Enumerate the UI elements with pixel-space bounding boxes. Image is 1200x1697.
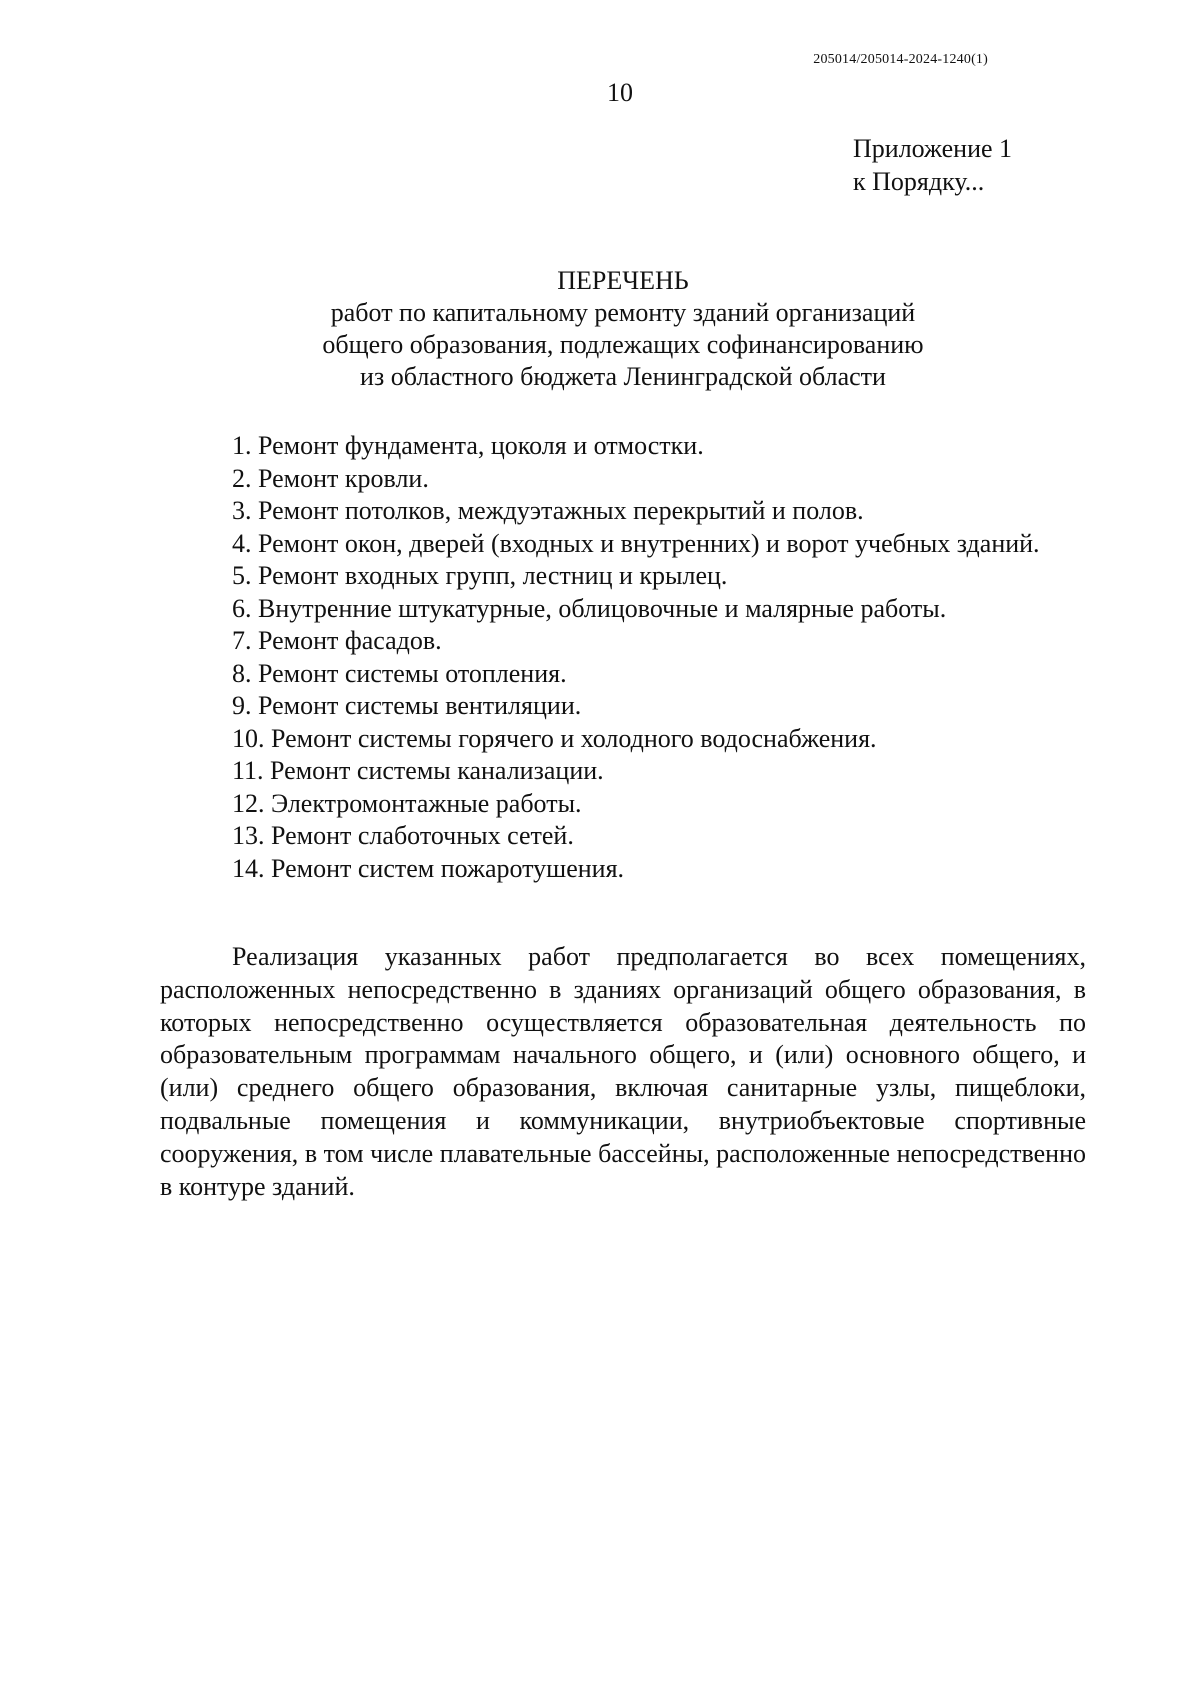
list-item: 2. Ремонт кровли. — [232, 463, 429, 493]
document-title — [160, 265, 1086, 393]
list-item: 11. Ремонт системы канализации. — [232, 756, 604, 785]
list-item: 5. Ремонт входных групп, лестниц и крылец. — [232, 561, 728, 590]
appendix-line-2: к Порядку... — [853, 167, 985, 196]
list-item: 10. Ремонт системы горячего и холодного водоснабжения. — [232, 723, 877, 753]
list-item: 8. Ремонт системы отопления. — [232, 658, 567, 688]
list-item: 4. Ремонт окон, дверей (входных и внутренних) и ворот учебных зданий. — [232, 528, 1040, 558]
list-item: 7. Ремонт фасадов. — [232, 626, 442, 655]
list-item: 13. Ремонт слаботочных сетей. — [232, 821, 574, 850]
conclusion-paragraph: Реализация указанных работ предполагается во всех помещениях, расположенных непосредственно в зданиях организаций общего образования, в которых непосредственно осуществляется образовательная деятельность по образовательным программам начального общего, и (или) основного общего, и (или) среднего общего образования, включая санитарные узлы, пищеблоки, подвальные помещения и коммуникации, внутриобъектовые спортивные сооружения, в том числе плавательные бассейны, расположенные непосредственно в контуре зданий. — [160, 942, 1086, 1201]
list-item: 14. Ремонт систем пожаротушения. — [232, 853, 625, 883]
list-item: 12. Электромонтажные работы. — [232, 788, 582, 818]
title-heading: ПЕРЕЧЕНЬ — [557, 266, 689, 295]
list-item: 1. Ремонт фундамента, цоколя и отмостки. — [232, 431, 704, 460]
list-item: 6. Внутренние штукатурные, облицовочные и малярные работы. — [232, 593, 947, 623]
list-item: 9. Ремонт системы вентиляции. — [232, 691, 582, 720]
appendix-line-1: Приложение 1 — [853, 134, 1013, 163]
list-item: 3. Ремонт потолков, междуэтажных перекрытий и полов. — [232, 496, 864, 525]
title-line-1: работ по капитальному ремонту зданий организаций — [330, 298, 916, 327]
appendix-reference — [853, 132, 1012, 198]
works-list — [160, 430, 1086, 885]
title-line-3: из областного бюджета Ленинградской области — [360, 362, 886, 391]
document-code: 205014/205014-2024-1240(1) — [813, 52, 988, 67]
page-number: 10 — [607, 78, 633, 107]
title-line-2: общего образования, подлежащих софинансированию — [322, 330, 924, 359]
